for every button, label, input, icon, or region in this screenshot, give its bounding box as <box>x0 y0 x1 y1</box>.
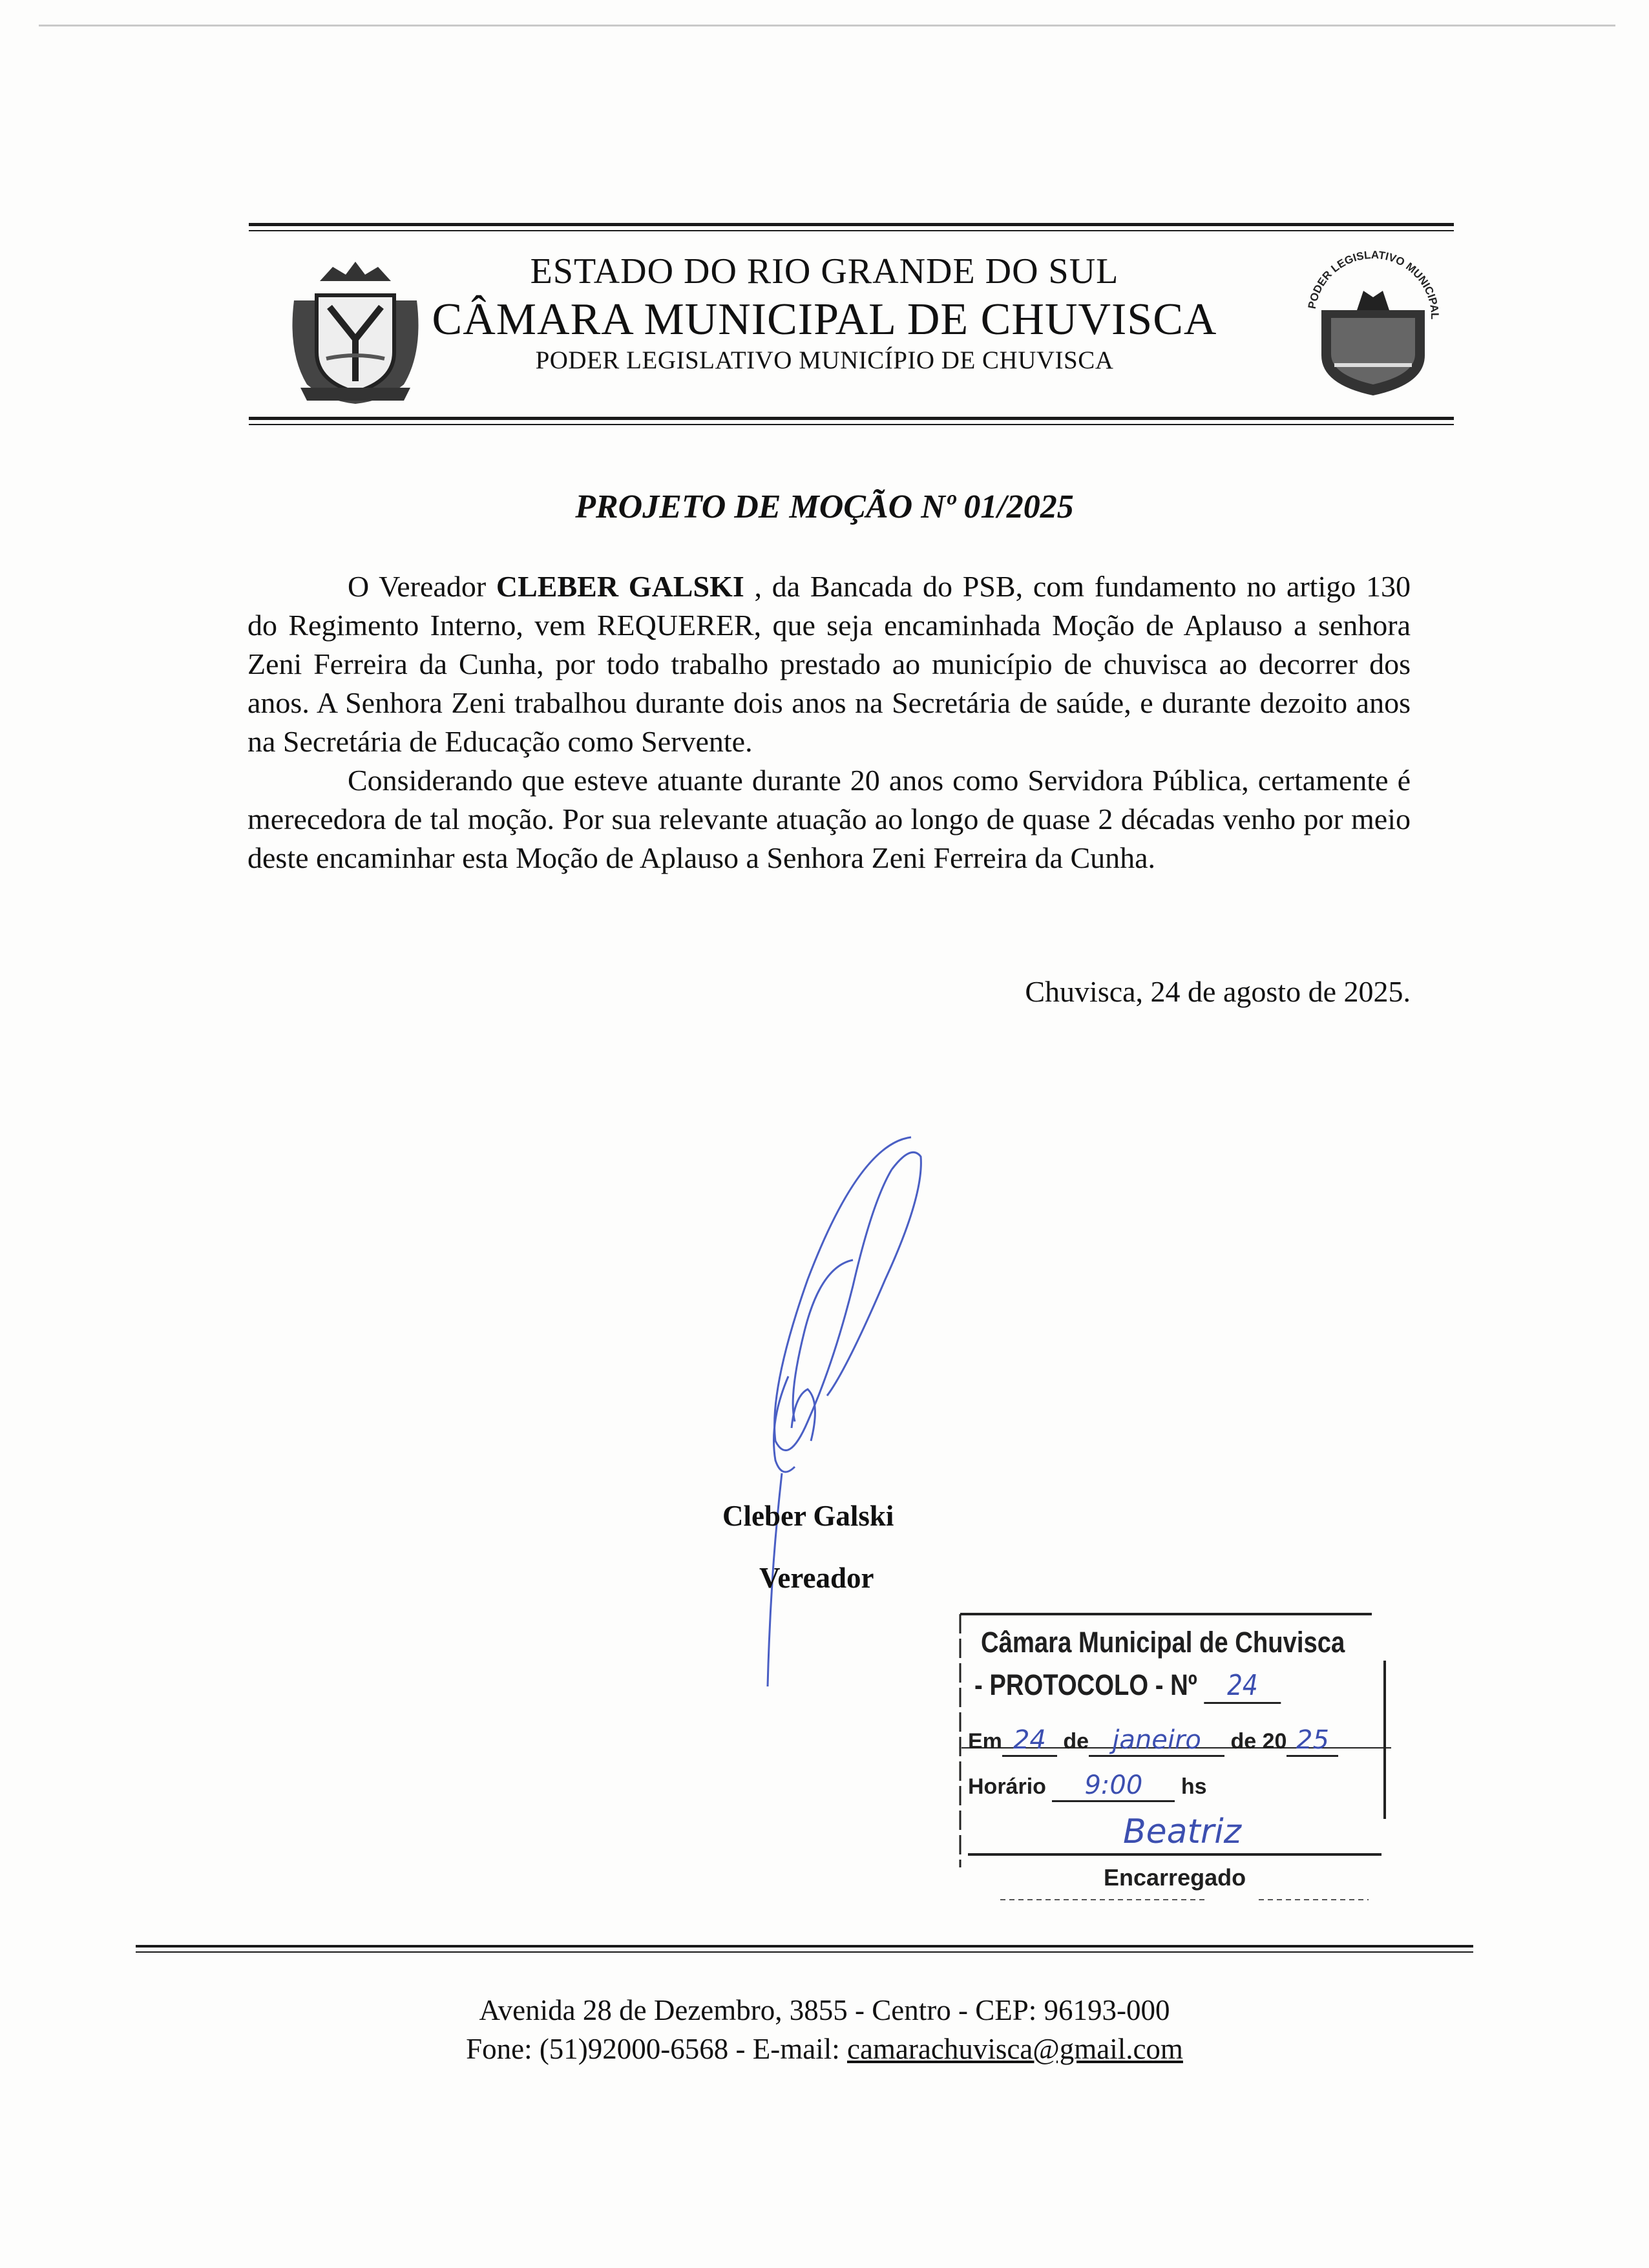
header-bottom-rule <box>249 417 1454 420</box>
footer-rule-thin <box>136 1951 1473 1953</box>
motion-body <box>247 567 1411 877</box>
header-state-title: ESTADO DO RIO GRANDE DO SUL <box>530 251 1119 291</box>
stamp-time: 9:00 <box>1052 1770 1175 1802</box>
footer-rule <box>136 1945 1473 1948</box>
footer-contact <box>0 2032 1649 2066</box>
stamp-time-label: Horário <box>968 1774 1046 1799</box>
svg-text:PODER LEGISLATIVO MUNICIPAL: PODER LEGISLATIVO MUNICIPAL <box>1305 248 1442 320</box>
councilor-name: CLEBER GALSKI <box>496 570 744 603</box>
footer-email-link[interactable]: camarachuvisca@gmail.com <box>846 2033 1183 2065</box>
stamp-hs-label: hs <box>1181 1774 1207 1799</box>
stamp-chamber-name: Câmara Municipal de Chuvisca <box>981 1626 1345 1659</box>
paragraph-1 <box>247 567 1411 761</box>
stamp-day: 24 <box>1002 1725 1057 1757</box>
stamp-de-label: de <box>1063 1729 1089 1754</box>
p1-rest: , da Bancada do PSB, com fundamento no artigo 130 do Regimento Interno, vem REQUERER, que seja encaminhada Moção de Aplauso a senhora Zeni Ferreira da Cunha, por todo trabalho prestado ao município de chuvisca ao decorrer dos anos. A Senhora Zeni trabalhou durante dois anos na Secretária de saúde, e durante dezoito anos na Secretária de Educação como Servente. <box>247 570 1411 758</box>
stamp-role-label: Encarregado <box>1104 1864 1246 1891</box>
footer-address: Avenida 28 de Dezembro, 3855 - Centro - CEP: 96193-000 <box>479 1994 1170 2026</box>
p1-prefix: O Vereador <box>348 570 496 603</box>
stamp-receiver-signature: Beatriz <box>1123 1812 1242 1851</box>
signer-name: Cleber Galski <box>722 1500 894 1532</box>
stamp-protocol-line <box>974 1668 1281 1704</box>
stamp-protocol-label: - PROTOCOLO - Nº <box>974 1668 1197 1701</box>
protocol-stamp <box>955 1609 1398 1913</box>
stamp-em-label: Em <box>968 1729 1002 1754</box>
stamp-month: janeiro <box>1089 1725 1224 1757</box>
stamp-year-label: de 20 <box>1230 1729 1287 1754</box>
header-subtitle: PODER LEGISLATIVO MUNICÍPIO DE CHUVISCA <box>535 346 1114 374</box>
stamp-year-suffix: 25 <box>1287 1725 1338 1757</box>
paragraph-2: Considerando que esteve atuante durante 20 anos como Servidora Pública, certamente é merecedora de tal moção. Por sua relevante atuação ao longo de quase 2 décadas venho por meio deste encaminhar esta Moção de Aplauso a Senhora Zeni Ferreira da Cunha. <box>247 764 1411 874</box>
signer-role: Vereador <box>759 1562 874 1594</box>
motion-title: PROJETO DE MOÇÃO Nº 01/2025 <box>575 488 1074 525</box>
header-top-rule <box>249 223 1454 226</box>
stamp-time-line <box>968 1770 1207 1802</box>
scan-edge-line <box>39 25 1615 26</box>
handwritten-signature <box>698 1118 956 1699</box>
stamp-protocol-number: 24 <box>1204 1669 1281 1704</box>
header-top-rule-thin <box>249 230 1454 231</box>
document-date: Chuvisca, 24 de agosto de 2025. <box>1025 975 1411 1008</box>
header-bottom-rule-thin <box>249 424 1454 425</box>
stamp-date-line <box>968 1725 1338 1757</box>
legislative-seal-icon <box>1296 246 1451 401</box>
header-chamber-title: CÂMARA MUNICIPAL DE CHUVISCA <box>432 295 1217 344</box>
footer-phone: Fone: (51)92000-6568 - E-mail: <box>466 2033 847 2065</box>
